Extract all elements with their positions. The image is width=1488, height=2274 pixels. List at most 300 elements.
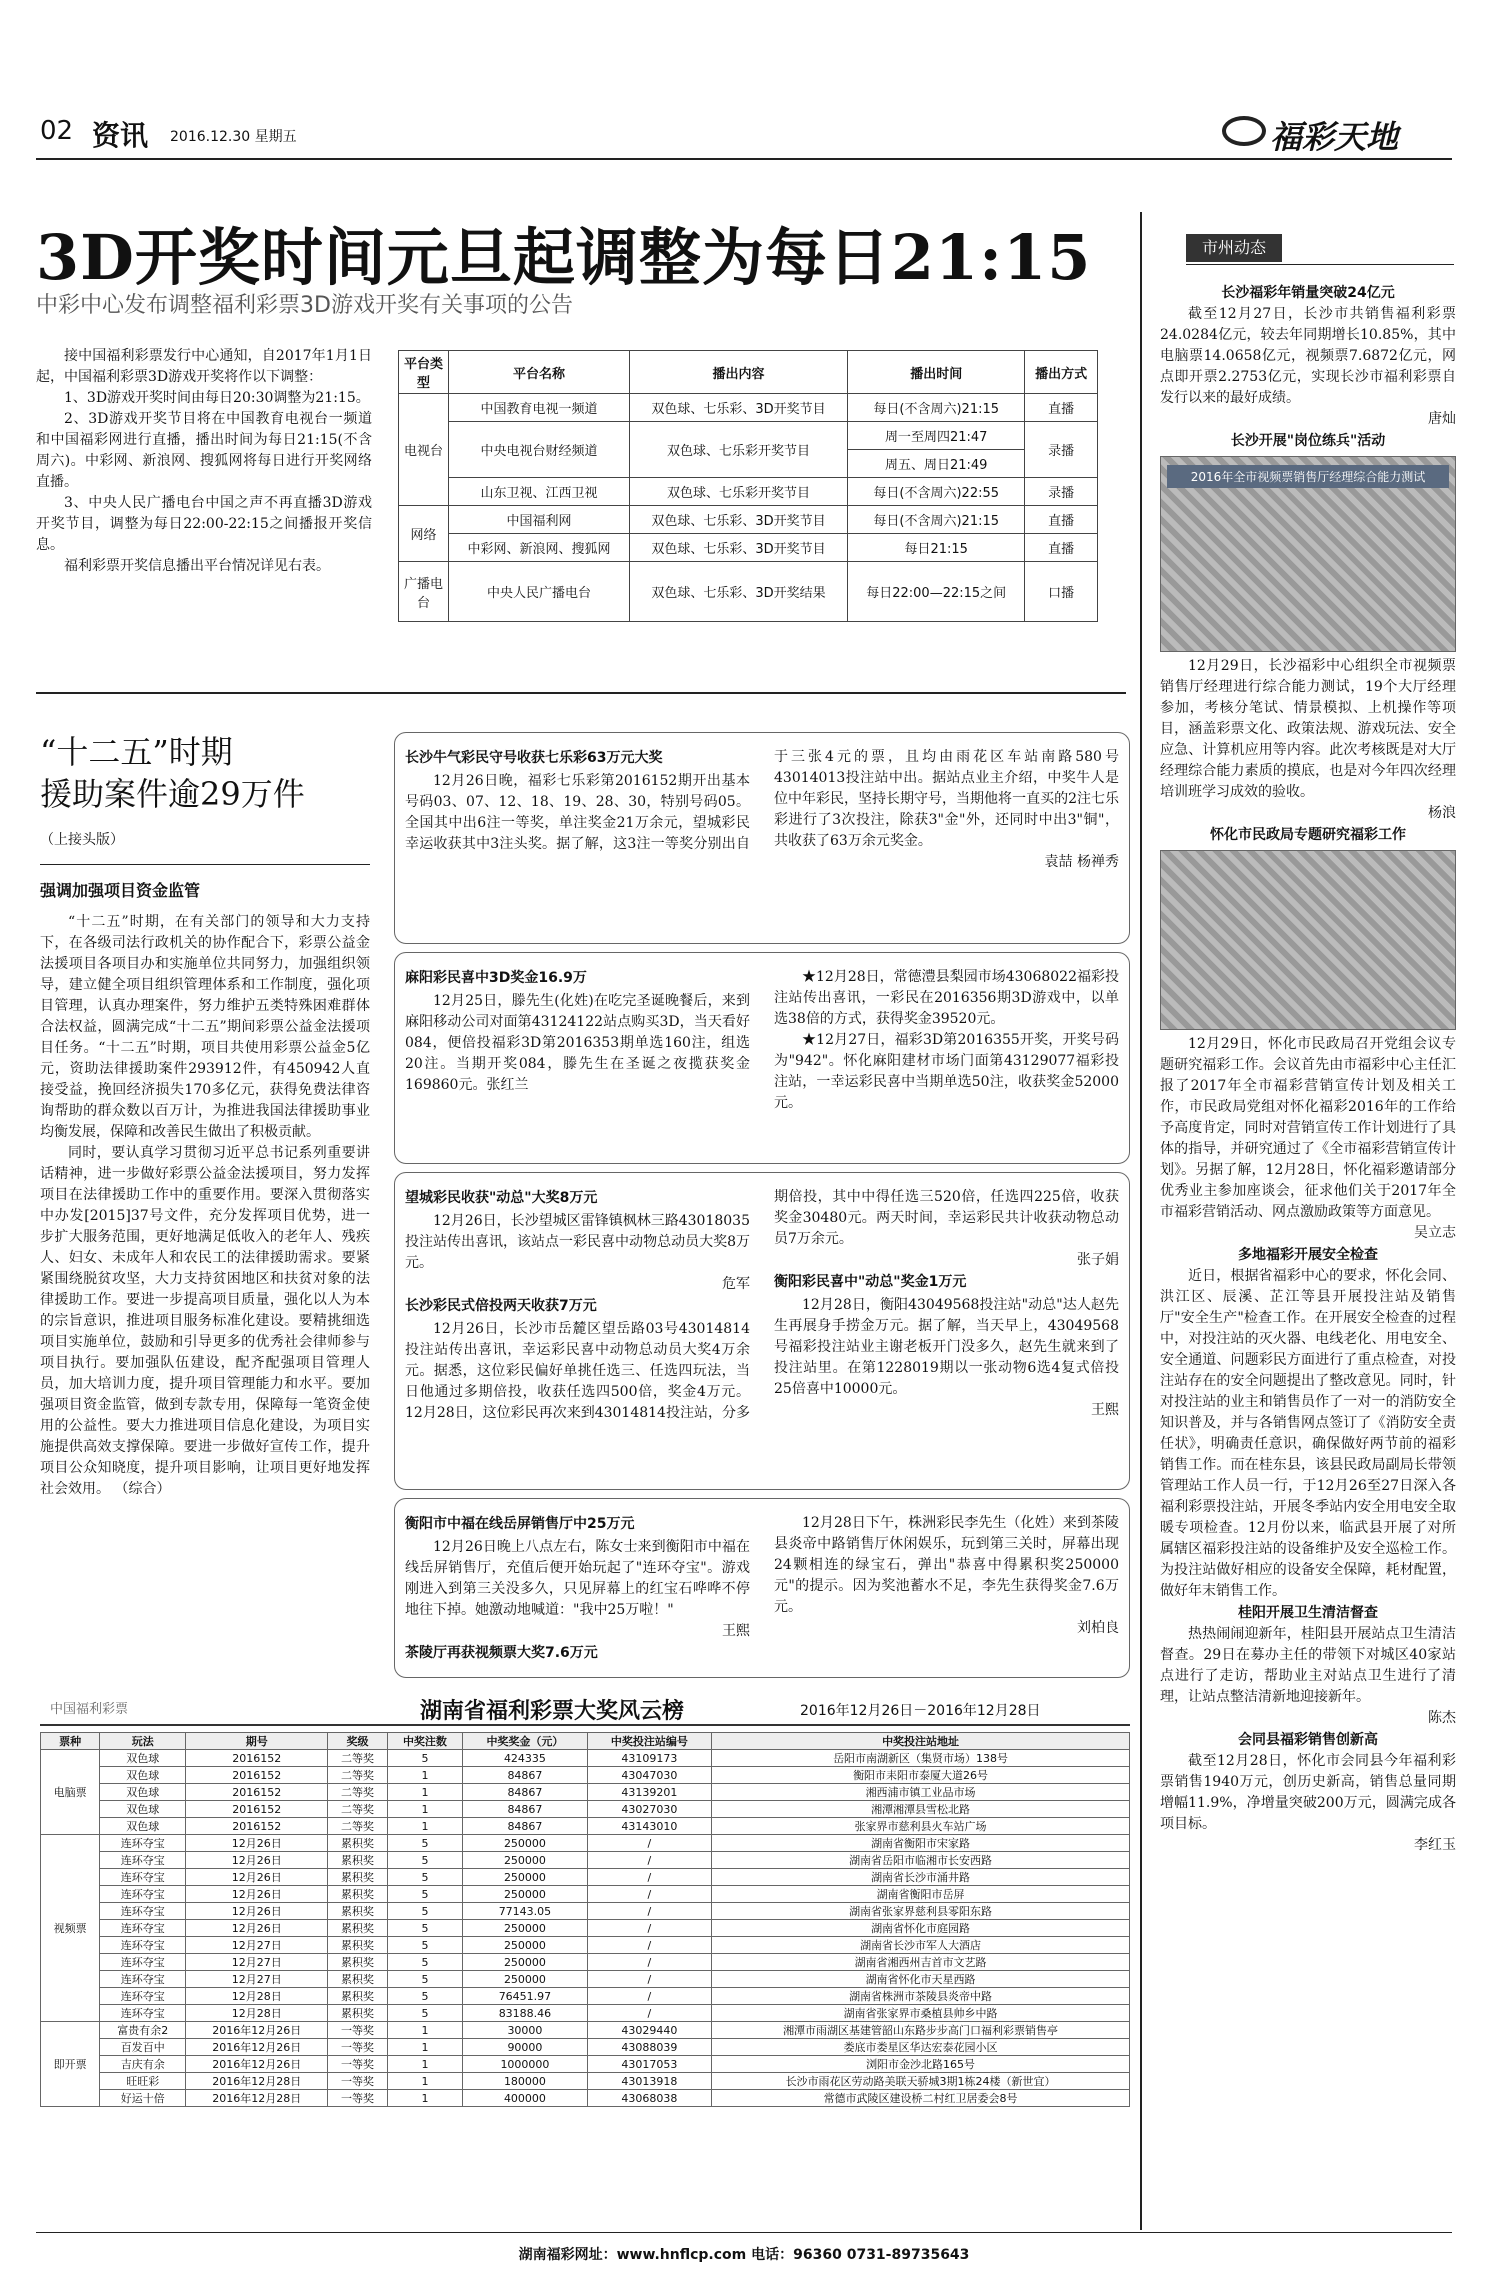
table-cell: 424335: [463, 1750, 587, 1767]
news-title: 茶陵厅再获视频票大奖7.6万元: [405, 1645, 598, 1661]
table-cell: 娄底市娄星区华达宏泰花园小区: [712, 2039, 1130, 2056]
photo-banner: 2016年全市视频票销售厅经理综合能力测试: [1167, 465, 1449, 488]
table-cell: 中国教育电视一频道: [449, 394, 630, 422]
table-cell: 二等奖: [328, 1767, 387, 1784]
table-row: [399, 534, 1098, 562]
table-header-cell: 中奖注数: [387, 1733, 463, 1750]
table-cell: 累积奖: [328, 1920, 387, 1937]
table-cell: 2016年12月28日: [186, 2090, 328, 2107]
table-cell: 84867: [463, 1818, 587, 1835]
table-cell: 湖南省株洲市茶陵县炎帝中路: [712, 1988, 1130, 2005]
table-cell: 一等奖: [328, 2056, 387, 2073]
table-row: [399, 506, 1098, 534]
table-cell: 湖南省衡阳市岳屏: [712, 1886, 1130, 1903]
sidebar-item-title: 桂阳开展卫生清洁督查: [1238, 1605, 1378, 1621]
sidebar-item-title: 长沙开展"岗位练兵"活动: [1230, 433, 1386, 449]
table-cell: 43013918: [587, 2073, 711, 2090]
table-cell: 浏阳市金沙北路165号: [712, 2056, 1130, 2073]
table-cell: 电视台: [399, 394, 449, 506]
table-cell: 湘西浦市镇工业品市场: [712, 1784, 1130, 1801]
table-cell: 周五、周日21:49: [848, 450, 1025, 478]
table-cell: 一等奖: [328, 2090, 387, 2107]
table-row: [41, 2073, 1130, 2090]
table-cell: 12月26日: [186, 1852, 328, 1869]
table-cell: 76451.97: [463, 1988, 587, 2005]
footer-rule: [36, 2232, 1452, 2233]
ticket-type-cell: 视频票: [41, 1835, 100, 2022]
sidebar-item-author: 李红玉: [1414, 1837, 1456, 1853]
table-cell: 连环夺宝: [100, 1988, 186, 2005]
table-cell: /: [587, 1835, 711, 1852]
table-cell: 250000: [463, 1835, 587, 1852]
table-cell: 83188.46: [463, 2005, 587, 2022]
table-cell: 湖南省岳阳市临湘市长安西路: [712, 1852, 1130, 1869]
table-cell: 5: [387, 1954, 463, 1971]
table-header-cell: 玩法: [100, 1733, 186, 1750]
table-cell: 山东卫视、江西卫视: [449, 478, 630, 506]
table-cell: 43027030: [587, 1801, 711, 1818]
table-cell: 周一至周四21:47: [848, 422, 1025, 450]
table-cell: 12月28日: [186, 2005, 328, 2022]
sidebar-rule: [1186, 264, 1454, 265]
table-cell: 直播: [1025, 506, 1098, 534]
notice-body: [36, 346, 372, 577]
table-row: [41, 1903, 1130, 1920]
table-cell: 每日(不含周六)22:55: [848, 478, 1025, 506]
table-cell: 5: [387, 1835, 463, 1852]
table-cell: 43109173: [587, 1750, 711, 1767]
sidebar-item-author: 唐灿: [1428, 411, 1456, 427]
table-cell: 5: [387, 1903, 463, 1920]
table-cell: 84867: [463, 1784, 587, 1801]
aid-rule: [40, 864, 370, 865]
table-cell: 累积奖: [328, 1886, 387, 1903]
table-cell: 1: [387, 1784, 463, 1801]
news-title: 长沙彩民式倍投两天收获7万元: [405, 1298, 597, 1314]
table-row: [41, 1886, 1130, 1903]
aid-para: 同时，要认真学习贯彻习近平总书记系列重要讲话精神，进一步做好彩票公益金法援项目，努力发挥项目在法律援助工作中的重要作用。要深入贯彻落实中办发[2015]37号文件，充分发挥项目优势，进一步扩大服务范围，更好地满足低收入的老年人、残疾人、妇女、未成年人和农民工的法律援助需求。要紧紧围绕脱贫攻坚，大力支持贫困地区和扶贫对象的法律援助工作。要进一步提高项目质量，强化以人为本的宗旨意识，推进项目服务标准化建设。要精挑细选项目实施单位，鼓励和引导更多的优秀社会律师参与项目执行。要加强队伍建设，配齐配强项目管理人员，加大培训力度，提升项目管理能力和水平。要加强项目资金监管，做到专款专用，保障每一笔资金使用的公益性。要大力推进项目信息化建设，为项目实施提供高效支撑保障。要进一步做好宣传工作，提升项目公众知晓度，提升项目影响，让项目更好地发挥社会效用。 （综合）: [40, 1145, 370, 1497]
lottery-logo: 中国福利彩票: [50, 1702, 129, 1717]
table-cell: 连环夺宝: [100, 1903, 186, 1920]
table-row: [41, 1937, 1130, 1954]
table-cell: 12月26日: [186, 1903, 328, 1920]
table-cell: /: [587, 1937, 711, 1954]
table-cell: 5: [387, 1852, 463, 1869]
table-row: [41, 2056, 1130, 2073]
table-cell: 连环夺宝: [100, 1971, 186, 1988]
table-cell: 90000: [463, 2039, 587, 2056]
news-author: 危军: [722, 1276, 750, 1292]
table-cell: 双色球: [100, 1750, 186, 1767]
table-row: [41, 1971, 1130, 1988]
sidebar-item-title: 怀化市民政局专题研究福彩工作: [1210, 827, 1406, 843]
table-cell: 180000: [463, 2073, 587, 2090]
sidebar-item-title: 会同县福彩销售创新高: [1238, 1732, 1378, 1748]
table-cell: 2016年12月26日: [186, 2039, 328, 2056]
news-body: 12月26日，长沙市岳麓区望岳路03号43014814投注站传出喜讯，幸运彩民喜中动物总动员大奖4万余元。据悉，这位彩民偏好单挑任选三、任选四玩法，当日他通过多期倍投，收获任选四500倍，奖金4万元。12月28日，这位彩民再次来到43014814投注站，分多期倍投，其中中得任选三520倍，任选四225倍，收获奖金30480元。两天时间，幸运彩民共计收获动物总动员7万余元。: [405, 1189, 1119, 1421]
table-header-row: [41, 1733, 1130, 1750]
lottery-title: 湖南省福利彩票大奖风云榜: [420, 1699, 685, 1724]
aid-title-2: 援助案件逾29万件: [40, 775, 305, 813]
news-title: 衡阳市中福在线岳屏销售厅中25万元: [405, 1516, 635, 1532]
table-cell: 5: [387, 2005, 463, 2022]
table-cell: 累积奖: [328, 1954, 387, 1971]
table-cell: 连环夺宝: [100, 2005, 186, 2022]
news-author: 袁喆 杨禅秀: [1044, 854, 1119, 870]
table-cell: 250000: [463, 1886, 587, 1903]
table-cell: 百发百中: [100, 2039, 186, 2056]
table-cell: 录播: [1025, 422, 1098, 478]
table-cell: 12月26日: [186, 1869, 328, 1886]
table-cell: /: [587, 1886, 711, 1903]
table-cell: 一等奖: [328, 2039, 387, 2056]
table-cell: 湖南省衡阳市宋家路: [712, 1835, 1130, 1852]
table-cell: 5: [387, 1988, 463, 2005]
sidebar-item-body: 12月29日，长沙福彩中心组织全市视频票销售厅经理进行综合能力测试，19个大厅经理参加，考核分笔试、情景模拟、上机操作等项目，涵盖彩票文化、政策法规、游戏玩法、安全应急、计算机应用等内容。此次考核既是对大厅经理综合能力素质的摸底，也是对今年四次经理培训班学习成效的验收。: [1160, 658, 1456, 800]
table-row: [399, 422, 1098, 450]
table-row: [41, 2039, 1130, 2056]
table-cell: 双色球: [100, 1784, 186, 1801]
table-cell: 连环夺宝: [100, 1852, 186, 1869]
table-cell: /: [587, 1971, 711, 1988]
table-cell: 湘潭湘潭县雪松北路: [712, 1801, 1130, 1818]
column-divider: [1140, 212, 1142, 2230]
table-header-cell: 播出方式: [1025, 351, 1098, 394]
table-cell: /: [587, 1852, 711, 1869]
issue-date: 2016.12.30 星期五: [170, 129, 297, 145]
ticket-type-cell: 即开票: [41, 2022, 100, 2107]
table-cell: 43139201: [587, 1784, 711, 1801]
table-cell: 网络: [399, 506, 449, 562]
news-box: [394, 952, 1130, 1164]
lottery-logo-icon: [1222, 116, 1266, 146]
aid-body: [40, 912, 370, 1500]
table-cell: 旺旺彩: [100, 2073, 186, 2090]
table-row: [41, 1750, 1130, 1767]
news-body: 12月26日晚，福彩七乐彩第2016152期开出基本号码03、07、12、18、19、28、30，特别号码05。全国其中出6注一等奖，单注奖金21万余元，望城彩民幸运收获其中3注头奖。据了解，这3注一等奖分别出自于三张4元的票，且均由雨花区车站南路580号43014013投注站中出。据站点业主介绍，中奖牛人是位中年彩民，坚持长期守号，当期他将一直买的2注七乐彩进行了3次投注，除获3"金"外，还同时中出3"铜"，共收获了63万余元奖金。: [405, 749, 1119, 852]
table-row: [41, 2022, 1130, 2039]
table-cell: 岳阳市南湖新区（集贤市场）138号: [712, 1750, 1130, 1767]
table-cell: 长沙市雨花区劳动路美联天骄城3期1栋24楼（新世宜）: [712, 2073, 1130, 2090]
table-cell: 二等奖: [328, 1818, 387, 1835]
table-cell: 二等奖: [328, 1750, 387, 1767]
table-cell: /: [587, 2005, 711, 2022]
table-header-cell: 播出内容: [629, 351, 847, 394]
table-cell: 5: [387, 1886, 463, 1903]
table-cell: 5: [387, 1869, 463, 1886]
table-cell: 1: [387, 2073, 463, 2090]
table-cell: 43088039: [587, 2039, 711, 2056]
news-body: 12月28日下午，株洲彩民李先生（化姓）来到茶陵县炎帝中路销售厅休闲娱乐，玩到第三关时，屏幕出现24颗相连的绿宝石，弹出"恭喜中得累积奖250000元"的提示。因为奖池蓄水不足，李先生获得奖金7.6万元。: [774, 1515, 1119, 1615]
table-cell: 好运十倍: [100, 2090, 186, 2107]
table-cell: 43017053: [587, 2056, 711, 2073]
table-cell: 250000: [463, 1937, 587, 1954]
table-cell: 一等奖: [328, 2022, 387, 2039]
table-cell: 广播电台: [399, 562, 449, 622]
news-body: 12月28日，衡阳43049568投注站"动总"达人赵先生再展身手捞金万元。据了解，当天早上，43049568号福彩投注站业主谢老板开门没多久，赵先生就来到了投注站里。在第1228019期以一张动物6选4复式倍投25倍喜中10000元。: [774, 1297, 1119, 1397]
table-cell: 1: [387, 2056, 463, 2073]
news-body: 12月26日晚上八点左右，陈女士来到衡阳市中福在线岳屏销售厅，充值后便开始玩起了"连环夺宝"。游戏刚进入到第三关没多久，只见屏幕上的红宝石哗哗不停地往下掉。她激动地喊道："我中25万啦！": [405, 1539, 750, 1618]
header-rule: [36, 158, 1452, 160]
table-cell: 12月27日: [186, 1954, 328, 1971]
table-cell: 累积奖: [328, 2005, 387, 2022]
table-cell: 直播: [1025, 394, 1098, 422]
table-cell: /: [587, 1869, 711, 1886]
table-cell: 12月28日: [186, 1988, 328, 2005]
table-cell: 84867: [463, 1767, 587, 1784]
table-cell: 连环夺宝: [100, 1954, 186, 1971]
table-cell: 双色球: [100, 1767, 186, 1784]
table-header-cell: 中奖奖金（元）: [463, 1733, 587, 1750]
table-row: [399, 478, 1098, 506]
table-cell: 湖南省湘西州吉首市文艺路: [712, 1954, 1130, 1971]
lottery-table-header: [40, 1694, 1130, 1726]
table-cell: 12月26日: [186, 1886, 328, 1903]
table-row: [41, 1767, 1130, 1784]
table-cell: 每日(不含周六)21:15: [848, 394, 1025, 422]
sidebar-column: [1160, 282, 1456, 1856]
table-row: [41, 1835, 1130, 1852]
news-box: [394, 1498, 1130, 1678]
table-cell: 一等奖: [328, 2073, 387, 2090]
table-cell: 5: [387, 1971, 463, 1988]
brand-name: 福彩天地: [1270, 118, 1399, 156]
table-cell: 1: [387, 1801, 463, 1818]
table-cell: 连环夺宝: [100, 1886, 186, 1903]
table-cell: 累积奖: [328, 1937, 387, 1954]
table-cell: 连环夺宝: [100, 1937, 186, 1954]
table-cell: 2016152: [186, 1750, 328, 1767]
table-cell: 双色球、七乐彩开奖节目: [629, 478, 847, 506]
table-cell: 累积奖: [328, 1971, 387, 1988]
news-author: 王熙: [722, 1623, 750, 1639]
sidebar-item-author: 吴立志: [1414, 1225, 1456, 1241]
notice-para: 3、中央人民广播电台中国之声不再直播3D游戏开奖节目，调整为每日22:00-22:15之间播报开奖信息。: [36, 495, 372, 553]
news-author: 王熙: [1091, 1402, 1119, 1418]
table-cell: 2016152: [186, 1801, 328, 1818]
table-cell: 2016152: [186, 1784, 328, 1801]
table-header-row: [399, 351, 1098, 394]
table-header-cell: 中奖投注站地址: [712, 1733, 1130, 1750]
table-cell: 衡阳市耒阳市泰厦大道26号: [712, 1767, 1130, 1784]
notice-para: 2、3D游戏开奖节目将在中国教育电视台一频道和中国福彩网进行直播，播出时间为每日21:15(不含周六)。中彩网、新浪网、搜狐网将每日进行开奖网络直播。: [36, 411, 372, 490]
table-cell: 累积奖: [328, 1852, 387, 1869]
news-title: 衡阳彩民喜中"动总"奖金1万元: [774, 1274, 967, 1290]
notice-para: 福利彩票开奖信息播出平台情况详见右表。: [64, 558, 330, 574]
table-cell: 富贵有余2: [100, 2022, 186, 2039]
table-cell: 2016152: [186, 1767, 328, 1784]
table-cell: 43143010: [587, 1818, 711, 1835]
table-cell: 中彩网、新浪网、搜狐网: [449, 534, 630, 562]
table-cell: 累积奖: [328, 1903, 387, 1920]
table-cell: 每日22:00—22:15之间: [848, 562, 1025, 622]
footer-contact: 湖南福彩网址：www.hnflcp.com 电话：96360 0731-89735643: [518, 2247, 970, 2263]
table-cell: 双色球: [100, 1801, 186, 1818]
table-header-cell: 奖级: [328, 1733, 387, 1750]
ticket-type-cell: 电脑票: [41, 1750, 100, 1835]
table-cell: 12月26日: [186, 1835, 328, 1852]
table-cell: 2016年12月26日: [186, 2022, 328, 2039]
table-cell: /: [587, 1988, 711, 2005]
table-cell: 双色球、七乐彩、3D开奖节目: [629, 506, 847, 534]
news-box: [394, 1172, 1130, 1490]
notice-para: 1、3D游戏开奖时间由每日20:30调整为21:15。: [64, 390, 370, 406]
table-cell: 每日(不含周六)21:15: [848, 506, 1025, 534]
table-cell: 43029440: [587, 2022, 711, 2039]
table-cell: 1: [387, 2039, 463, 2056]
aid-title-1: “十二五”时期: [40, 733, 233, 771]
table-cell: 5: [387, 1920, 463, 1937]
news-body: ★12月27日，福彩3D第2016355开奖，开奖号码为"942"。怀化麻阳建材市场门面第43129077福彩投注站，一幸运彩民喜中当期单选50注，收获奖金52000元。: [774, 1032, 1119, 1111]
table-row: [41, 1920, 1130, 1937]
table-row: [399, 562, 1098, 622]
meeting-photo: [1160, 850, 1456, 1030]
news-body: 12月25日，滕先生(化姓)在吃完圣诞晚餐后，来到麻阳移动公司对面第43124122站点购买3D，当天看好084，便倍投福彩3D第2016353期单选160注，组选20注。当期开奖084，滕先生在圣诞之夜揽获奖金169860元。张红兰: [405, 993, 750, 1093]
table-cell: 1: [387, 1767, 463, 1784]
table-row: [399, 394, 1098, 422]
table-cell: 2016年12月26日: [186, 2056, 328, 2073]
table-cell: 12月27日: [186, 1971, 328, 1988]
table-cell: 250000: [463, 1920, 587, 1937]
table-cell: 中国福利网: [449, 506, 630, 534]
table-cell: 累积奖: [328, 1869, 387, 1886]
table-cell: 中央人民广播电台: [449, 562, 630, 622]
table-cell: 250000: [463, 1852, 587, 1869]
sidebar-item-body: 热热闹闹迎新年，桂阳县开展站点卫生清洁督查。29日在募办主任的带领下对城区40家站点进行了走访，帮助业主对站点卫生进行了清理，让站点整洁清新地迎接新年。: [1160, 1626, 1456, 1705]
table-cell: 吉庆有余: [100, 2056, 186, 2073]
news-body: ★12月28日，常德澧县梨园市场43068022福彩投注站传出喜讯，一彩民在2016356期3D游戏中，以单选38倍的方式，获得奖金39520元。: [774, 969, 1119, 1027]
table-cell: 84867: [463, 1801, 587, 1818]
table-cell: 1: [387, 1818, 463, 1835]
section-name: 资讯: [92, 119, 149, 152]
table-cell: 常德市武陵区建设桥二村红卫居委会8号: [712, 2090, 1130, 2107]
aid-section-heading: 强调加强项目资金监管: [40, 881, 201, 900]
table-cell: 湖南省长沙市军人大酒店: [712, 1937, 1130, 1954]
sidebar-item-body: 近日，根据省福彩中心的要求，怀化会同、洪江区、辰溪、芷江等县开展投注站及销售厅"安全生产"检查工作。在开展安全检查的过程中，对投注站的灭火器、电线老化、用电安全、安全通道、问题彩民方面进行了重点检查，对投注站存在的安全问题提出了整改意见。同时，针对投注站的业主和销售员作了一对一的消防安全知识普及，并与各销售网点签订了《消防安全责任状》，明确责任意识，确保做好两节前的福彩销售工作。而在桂东县，该县民政局副局长带领管理站工作人员一行，于12月26至27日深入各福利彩票投注站，开展冬季站内安全用电安全取暖专项检查。12月份以来，临武县开展了对所属辖区福彩投注站的设备维护及安全巡检工作。为投注站做好相应的设备安全保障，耗材配置，做好年末销售工作。: [1160, 1268, 1456, 1599]
sidebar-item-title: 多地福彩开展安全检查: [1238, 1247, 1378, 1263]
table-row: [41, 2090, 1130, 2107]
table-cell: /: [587, 1903, 711, 1920]
table-cell: 5: [387, 1937, 463, 1954]
table-cell: 43068038: [587, 2090, 711, 2107]
news-title: 长沙牛气彩民守号收获七乐彩63万元大奖: [405, 750, 663, 766]
table-row: [41, 1801, 1130, 1818]
table-cell: 1: [387, 2090, 463, 2107]
table-cell: 二等奖: [328, 1801, 387, 1818]
table-cell: 湖南省张家界慈利县零阳东路: [712, 1903, 1130, 1920]
table-row: [41, 1988, 1130, 2005]
table-cell: 直播: [1025, 534, 1098, 562]
news-author: 刘柏良: [1077, 1620, 1119, 1636]
table-cell: 每日21:15: [848, 534, 1025, 562]
table-cell: /: [587, 1954, 711, 1971]
table-cell: 43047030: [587, 1767, 711, 1784]
table-cell: 2016年12月28日: [186, 2073, 328, 2090]
table-cell: 中央电视台财经频道: [449, 422, 630, 478]
aid-source: （上接头版）: [40, 832, 124, 848]
news-title: 望城彩民收获"动总"大奖8万元: [405, 1190, 598, 1206]
news-author: 张子娟: [1077, 1252, 1119, 1268]
table-row: [41, 1818, 1130, 1835]
table-cell: 累积奖: [328, 1835, 387, 1852]
table-row: [41, 1869, 1130, 1886]
table-cell: 湖南省张家界市桑植县帅乡中路: [712, 2005, 1130, 2022]
table-cell: 双色球: [100, 1818, 186, 1835]
table-cell: 30000: [463, 2022, 587, 2039]
table-cell: 250000: [463, 1971, 587, 1988]
table-row: [41, 1784, 1130, 1801]
table-cell: 250000: [463, 1954, 587, 1971]
table-cell: 湖南省怀化市天星西路: [712, 1971, 1130, 1988]
table-cell: 2016152: [186, 1818, 328, 1835]
table-cell: 口播: [1025, 562, 1098, 622]
news-title: 麻阳彩民喜中3D奖金16.9万: [405, 970, 587, 986]
table-cell: 二等奖: [328, 1784, 387, 1801]
table-header-cell: 平台名称: [449, 351, 630, 394]
training-photo: [1160, 456, 1456, 652]
sidebar-item-body: 截至12月28日，怀化市会同县今年福利彩票销售1940万元，创历史新高，销售总量同期增幅11.9%，净增量突破200万元，圆满完成各项目标。: [1160, 1753, 1456, 1832]
notice-para: 接中国福利彩票发行中心通知，自2017年1月1日起，中国福利彩票3D游戏开奖将作以下调整：: [36, 348, 372, 385]
table-cell: 12月27日: [186, 1937, 328, 1954]
table-cell: 5: [387, 1750, 463, 1767]
news-box: [394, 732, 1130, 944]
table-cell: 双色球、七乐彩、3D开奖结果: [629, 562, 847, 622]
table-header-cell: 中奖投注站编号: [587, 1733, 711, 1750]
aid-para: “十二五”时期，在有关部门的领导和大力支持下，在各级司法行政机关的协作配合下，彩票公益金法援项目各项目办和实施单位共同努力，加强组织领导，建立健全项目组织管理体系和工作制度，强化项目管理，认真办理案件，努力维护五类特殊困难群体合法权益，圆满完成“十二五”期间彩票公益金法援项目任务。“十二五”时期，项目共使用彩票公益金5亿元，资助法律援助案件293912件，有450942人直接受益，挽回经济损失170多亿元，获得免费法律咨询帮助的群众数以百万计，为推进我国法律援助事业均衡发展，保障和改善民生做出了积极贡献。: [40, 914, 370, 1140]
page-number: 02: [40, 116, 74, 146]
table-header-cell: 播出时间: [848, 351, 1025, 394]
table-cell: 累积奖: [328, 1988, 387, 2005]
broadcast-table: [398, 350, 1098, 622]
table-row: [41, 1954, 1130, 1971]
lottery-period: 2016年12月26日－2016年12月28日: [800, 1703, 1041, 1719]
table-cell: 1000000: [463, 2056, 587, 2073]
table-cell: 400000: [463, 2090, 587, 2107]
table-cell: 张家界市慈利县火车站广场: [712, 1818, 1130, 1835]
table-cell: /: [587, 1920, 711, 1937]
lottery-table: [40, 1732, 1130, 2107]
table-cell: 连环夺宝: [100, 1869, 186, 1886]
table-cell: 双色球、七乐彩开奖节目: [629, 422, 847, 478]
sidebar-item-body: 截至12月27日，长沙市共销售福利彩票24.0284亿元，较去年同期增长10.85%，其中电脑票14.0658亿元，视频票7.6872亿元，网点即开票2.2753亿元，实现长沙市福利彩票自发行以来的最好成绩。: [1160, 306, 1456, 406]
sidebar-item-author: 陈杰: [1428, 1710, 1456, 1726]
sidebar-item-author: 杨浪: [1428, 805, 1456, 821]
table-cell: 湖南省长沙市涌井路: [712, 1869, 1130, 1886]
table-header-cell: 票种: [41, 1733, 100, 1750]
section-rule: [36, 692, 1126, 694]
table-cell: 250000: [463, 1869, 587, 1886]
table-header-cell: 期号: [186, 1733, 328, 1750]
table-row: [41, 2005, 1130, 2022]
table-cell: 双色球、七乐彩、3D开奖节目: [629, 534, 847, 562]
sidebar-item-body: 12月29日，怀化市民政局召开党组会议专题研究福彩工作。会议首先由市福彩中心主任汇报了2017年全市福彩营销宣传计划及相关工作，市民政局党组对怀化福彩2016年的工作给予高度肯定，同时对营销宣传工作计划进行了具体的指导，并研究通过了《全市福彩营销宣传计划》。另据了解，12月28日，怀化福彩邀请部分优秀业主参加座谈会，征求他们关于2017年全市福彩营销活动、网点激励政策等方面意见。: [1160, 1036, 1456, 1220]
table-header-cell: 平台类型: [399, 351, 449, 394]
main-headline: 3D开奖时间元旦起调整为每日21:15: [36, 221, 1092, 294]
table-cell: 湘潭市雨湖区基建管韶山东路步步高门口福利彩票销售亭: [712, 2022, 1130, 2039]
table-cell: 湖南省怀化市庭园路: [712, 1920, 1130, 1937]
table-cell: 录播: [1025, 478, 1098, 506]
table-cell: 连环夺宝: [100, 1920, 186, 1937]
table-cell: 1: [387, 2022, 463, 2039]
sidebar-tag: 市州动态: [1186, 234, 1282, 262]
table-row: [41, 1852, 1130, 1869]
table-cell: 77143.05: [463, 1903, 587, 1920]
main-subtitle: 中彩中心发布调整福利彩票3D游戏开奖有关事项的公告: [36, 293, 573, 318]
table-cell: 12月26日: [186, 1920, 328, 1937]
sidebar-item-title: 长沙福彩年销量突破24亿元: [1221, 285, 1395, 301]
table-cell: 双色球、七乐彩、3D开奖节目: [629, 394, 847, 422]
table-cell: 连环夺宝: [100, 1835, 186, 1852]
